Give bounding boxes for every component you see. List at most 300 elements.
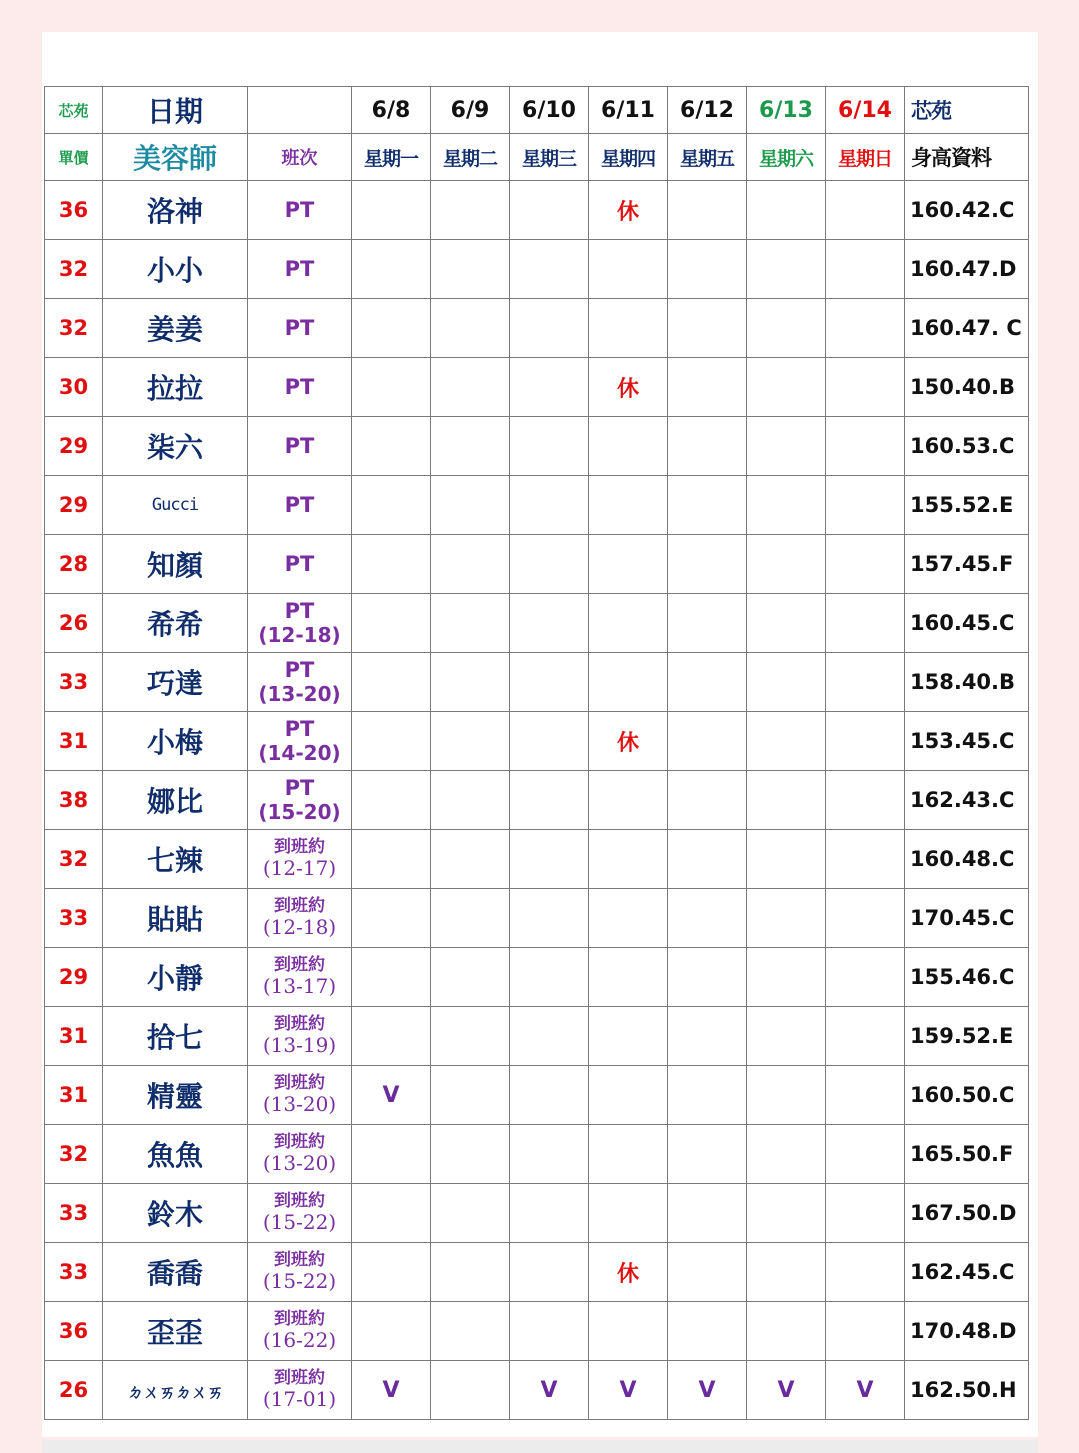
day-mark-cell — [431, 771, 510, 830]
price-cell: 32 — [45, 830, 103, 889]
day-mark-cell — [747, 889, 826, 948]
shift-cell — [248, 1361, 352, 1420]
day-mark-cell — [352, 948, 431, 1007]
shift-type: PT — [284, 551, 315, 576]
date-cell: 6/14 — [826, 87, 905, 134]
height-data-cell: 162.43.C — [905, 771, 1029, 830]
shift-hours: (17-01) — [262, 1387, 337, 1412]
weekday-cell: 星期四 — [589, 134, 668, 181]
day-mark-cell — [352, 358, 431, 417]
shift-cell — [248, 1302, 352, 1361]
day-mark-cell — [589, 299, 668, 358]
day-mark-cell — [352, 1302, 431, 1361]
shift-type: 到班約 — [274, 954, 325, 975]
table-row — [45, 830, 1029, 889]
shift-cell — [248, 535, 352, 594]
height-data-cell: 162.45.C — [905, 1243, 1029, 1302]
shift-type: PT — [284, 492, 315, 517]
beautician-name-cell: 小靜 — [103, 948, 248, 1007]
day-mark-cell — [431, 889, 510, 948]
shift-cell — [248, 712, 352, 771]
day-mark-cell — [589, 889, 668, 948]
day-mark-cell: V — [826, 1361, 905, 1420]
day-mark-cell — [510, 181, 589, 240]
height-data-cell: 165.50.F — [905, 1125, 1029, 1184]
shift-type: 到班約 — [274, 1308, 325, 1329]
day-mark-cell — [510, 1066, 589, 1125]
shift-hours: (13-19) — [262, 1033, 337, 1058]
day-mark-cell — [510, 1007, 589, 1066]
weekday-cell: 星期五 — [668, 134, 747, 181]
header-row-dates — [45, 87, 1029, 134]
header-row-weekdays — [45, 134, 1029, 181]
price-cell: 28 — [45, 535, 103, 594]
day-mark-cell — [352, 712, 431, 771]
height-data-cell: 160.48.C — [905, 830, 1029, 889]
day-mark-cell — [352, 1184, 431, 1243]
price-cell: 33 — [45, 1184, 103, 1243]
beautician-name-cell: Gucci — [103, 476, 248, 535]
day-mark-cell — [510, 1302, 589, 1361]
day-mark-cell — [826, 476, 905, 535]
day-mark-cell — [431, 594, 510, 653]
height-data-cell: 170.45.C — [905, 889, 1029, 948]
day-mark-cell: V — [510, 1361, 589, 1420]
height-data-cell: 155.46.C — [905, 948, 1029, 1007]
weekday-cell: 星期三 — [510, 134, 589, 181]
day-mark-cell — [352, 476, 431, 535]
shift-type: PT — [284, 599, 315, 624]
beautician-name-cell: ㄉㄨㄞㄉㄨㄞ — [103, 1361, 248, 1420]
shift-cell — [248, 181, 352, 240]
date-label-cell: 日期 — [103, 87, 248, 134]
day-mark-cell — [826, 830, 905, 889]
day-mark-cell — [431, 358, 510, 417]
shift-type: PT — [284, 374, 315, 399]
price-cell: 31 — [45, 1066, 103, 1125]
height-data-cell: 160.53.C — [905, 417, 1029, 476]
table-row — [45, 358, 1029, 417]
schedule-sheet — [42, 32, 1038, 1437]
day-mark-cell — [826, 712, 905, 771]
price-cell: 33 — [45, 653, 103, 712]
day-mark-cell — [352, 181, 431, 240]
day-mark-cell — [668, 1066, 747, 1125]
day-mark-cell: V — [747, 1361, 826, 1420]
day-mark-cell — [826, 1243, 905, 1302]
day-mark-cell — [826, 358, 905, 417]
price-cell: 33 — [45, 1243, 103, 1302]
shift-cell — [248, 1184, 352, 1243]
shift-type: 到班約 — [274, 1072, 325, 1093]
price-cell: 26 — [45, 594, 103, 653]
day-mark-cell — [510, 1243, 589, 1302]
table-row — [45, 771, 1029, 830]
day-mark-cell — [352, 594, 431, 653]
day-mark-cell — [431, 1184, 510, 1243]
day-mark-cell — [747, 712, 826, 771]
day-mark-cell: 休 — [589, 712, 668, 771]
day-mark-cell — [352, 1243, 431, 1302]
day-mark-cell — [747, 1007, 826, 1066]
shift-hours: (13-20) — [262, 1092, 337, 1117]
price-cell: 33 — [45, 889, 103, 948]
table-row — [45, 1302, 1029, 1361]
height-data-cell: 160.47. C — [905, 299, 1029, 358]
shift-type: 到班約 — [274, 895, 325, 916]
day-mark-cell — [510, 240, 589, 299]
day-mark-cell — [510, 594, 589, 653]
day-mark-cell — [747, 1125, 826, 1184]
day-mark-cell — [826, 181, 905, 240]
beautician-name-cell: 巧達 — [103, 653, 248, 712]
table-row — [45, 1184, 1029, 1243]
day-mark-cell — [431, 476, 510, 535]
price-cell: 26 — [45, 1361, 103, 1420]
day-mark-cell — [668, 1125, 747, 1184]
day-mark-cell — [510, 948, 589, 1007]
height-data-cell: 170.48.D — [905, 1302, 1029, 1361]
date-cell: 6/10 — [510, 87, 589, 134]
price-cell: 30 — [45, 358, 103, 417]
table-row — [45, 1125, 1029, 1184]
table-row — [45, 240, 1029, 299]
shift-type: 到班約 — [274, 1013, 325, 1034]
price-cell: 36 — [45, 1302, 103, 1361]
height-data-cell: 150.40.B — [905, 358, 1029, 417]
weekday-cell: 星期二 — [431, 134, 510, 181]
day-mark-cell — [668, 1007, 747, 1066]
shift-type: PT — [284, 658, 315, 683]
shift-type: 到班約 — [274, 1367, 325, 1388]
height-data-cell: 153.45.C — [905, 712, 1029, 771]
table-row — [45, 181, 1029, 240]
day-mark-cell — [747, 299, 826, 358]
shift-cell — [248, 771, 352, 830]
shift-hours: (13-17) — [262, 974, 337, 999]
day-mark-cell — [431, 240, 510, 299]
day-mark-cell — [826, 771, 905, 830]
day-mark-cell — [589, 830, 668, 889]
day-mark-cell — [747, 1302, 826, 1361]
day-mark-cell — [668, 476, 747, 535]
shift-type: 到班約 — [274, 1190, 325, 1211]
day-mark-cell — [510, 1184, 589, 1243]
day-mark-cell — [589, 1125, 668, 1184]
beautician-name-cell: 貼貼 — [103, 889, 248, 948]
shift-cell — [248, 1243, 352, 1302]
height-data-cell: 160.45.C — [905, 594, 1029, 653]
weekday-cell: 星期一 — [352, 134, 431, 181]
day-mark-cell — [352, 1007, 431, 1066]
shift-hours: (16-22) — [262, 1328, 337, 1353]
day-mark-cell — [826, 240, 905, 299]
table-row — [45, 594, 1029, 653]
beautician-name-cell: 希希 — [103, 594, 248, 653]
day-mark-cell — [352, 535, 431, 594]
shift-type: PT — [284, 717, 315, 742]
day-mark-cell — [747, 1184, 826, 1243]
day-mark-cell — [510, 712, 589, 771]
day-mark-cell — [352, 417, 431, 476]
shift-hours: (12-18) — [258, 622, 341, 647]
table-row — [45, 299, 1029, 358]
day-mark-cell: V — [668, 1361, 747, 1420]
day-mark-cell — [826, 948, 905, 1007]
schedule-table — [44, 86, 1029, 1420]
day-mark-cell — [352, 299, 431, 358]
shift-cell — [248, 594, 352, 653]
shift-type: PT — [284, 776, 315, 801]
day-mark-cell — [352, 240, 431, 299]
day-mark-cell — [589, 1302, 668, 1361]
day-mark-cell — [747, 240, 826, 299]
price-cell: 32 — [45, 240, 103, 299]
day-mark-cell — [589, 1007, 668, 1066]
day-mark-cell — [510, 653, 589, 712]
day-mark-cell — [589, 1184, 668, 1243]
beautician-name-cell: 魚魚 — [103, 1125, 248, 1184]
shift-type: 到班約 — [274, 836, 325, 857]
date-cell: 6/8 — [352, 87, 431, 134]
day-mark-cell — [826, 594, 905, 653]
brand-left-cell: 芯苑 — [45, 87, 103, 134]
day-mark-cell — [668, 712, 747, 771]
shift-cell — [248, 948, 352, 1007]
day-mark-cell — [510, 771, 589, 830]
day-mark-cell — [589, 948, 668, 1007]
price-cell: 32 — [45, 299, 103, 358]
shift-cell — [248, 417, 352, 476]
table-row — [45, 476, 1029, 535]
beautician-name-cell: 精靈 — [103, 1066, 248, 1125]
height-data-cell: 160.47.D — [905, 240, 1029, 299]
day-mark-cell — [668, 240, 747, 299]
day-mark-cell — [668, 771, 747, 830]
day-mark-cell — [826, 653, 905, 712]
day-mark-cell — [668, 889, 747, 948]
date-cell: 6/12 — [668, 87, 747, 134]
height-data-cell: 158.40.B — [905, 653, 1029, 712]
day-mark-cell — [431, 653, 510, 712]
shift-hours: (14-20) — [258, 740, 341, 765]
beautician-name-cell: 拾七 — [103, 1007, 248, 1066]
day-mark-cell — [589, 476, 668, 535]
shift-cell — [248, 240, 352, 299]
day-mark-cell: V — [352, 1066, 431, 1125]
day-mark-cell — [747, 948, 826, 1007]
price-cell: 29 — [45, 948, 103, 1007]
shift-cell — [248, 476, 352, 535]
shift-hours: (12-18) — [262, 915, 337, 940]
day-mark-cell — [668, 1243, 747, 1302]
date-cell: 6/11 — [589, 87, 668, 134]
day-mark-cell — [589, 535, 668, 594]
price-cell: 31 — [45, 1007, 103, 1066]
shift-type: PT — [284, 256, 315, 281]
day-mark-cell — [747, 771, 826, 830]
day-mark-cell — [431, 1243, 510, 1302]
day-mark-cell — [431, 1066, 510, 1125]
shift-hours: (15-22) — [262, 1269, 337, 1294]
day-mark-cell — [826, 1125, 905, 1184]
day-mark-cell — [826, 417, 905, 476]
shift-cell — [248, 299, 352, 358]
day-mark-cell — [589, 1066, 668, 1125]
height-data-cell: 162.50.H — [905, 1361, 1029, 1420]
shift-hours: (15-22) — [262, 1210, 337, 1235]
date-cell: 6/13 — [747, 87, 826, 134]
price-cell: 31 — [45, 712, 103, 771]
beautician-name-cell: 娜比 — [103, 771, 248, 830]
day-mark-cell — [431, 1125, 510, 1184]
day-mark-cell — [747, 358, 826, 417]
weekday-cell: 星期六 — [747, 134, 826, 181]
shift-hours: (13-20) — [258, 681, 341, 706]
day-mark-cell — [747, 594, 826, 653]
day-mark-cell — [826, 299, 905, 358]
day-mark-cell — [826, 1007, 905, 1066]
height-data-cell: 160.50.C — [905, 1066, 1029, 1125]
page-bottom-strip — [42, 1440, 1038, 1453]
table-row — [45, 1243, 1029, 1302]
day-mark-cell — [826, 1066, 905, 1125]
shift-cell — [248, 358, 352, 417]
shift-cell — [248, 1007, 352, 1066]
day-mark-cell — [510, 299, 589, 358]
day-mark-cell — [747, 535, 826, 594]
height-data-cell: 160.42.C — [905, 181, 1029, 240]
day-mark-cell — [668, 948, 747, 1007]
height-data-cell: 167.50.D — [905, 1184, 1029, 1243]
beautician-name-cell: 知顏 — [103, 535, 248, 594]
beautician-name-cell: 七辣 — [103, 830, 248, 889]
shift-cell — [248, 653, 352, 712]
table-row — [45, 417, 1029, 476]
beautician-name-cell: 小小 — [103, 240, 248, 299]
day-mark-cell: V — [589, 1361, 668, 1420]
day-mark-cell — [826, 535, 905, 594]
day-mark-cell — [668, 830, 747, 889]
day-mark-cell — [826, 1302, 905, 1361]
day-mark-cell — [668, 181, 747, 240]
day-mark-cell — [431, 417, 510, 476]
price-cell: 32 — [45, 1125, 103, 1184]
height-data-cell: 159.52.E — [905, 1007, 1029, 1066]
shift-type: PT — [284, 197, 315, 222]
beautician-name-cell: 歪歪 — [103, 1302, 248, 1361]
day-mark-cell — [510, 358, 589, 417]
shift-type: 到班約 — [274, 1249, 325, 1270]
day-mark-cell — [431, 1007, 510, 1066]
shift-hours: (13-20) — [262, 1151, 337, 1176]
table-row — [45, 1066, 1029, 1125]
day-mark-cell — [510, 417, 589, 476]
price-cell: 29 — [45, 476, 103, 535]
brand-right-cell: 芯苑 — [905, 87, 1029, 134]
day-mark-cell — [668, 594, 747, 653]
table-row — [45, 1007, 1029, 1066]
day-mark-cell — [431, 1361, 510, 1420]
shift-cell — [248, 1125, 352, 1184]
table-row — [45, 889, 1029, 948]
beautician-label-cell: 美容師 — [103, 134, 248, 181]
price-cell: 29 — [45, 417, 103, 476]
day-mark-cell — [668, 417, 747, 476]
day-mark-cell — [510, 476, 589, 535]
day-mark-cell — [431, 948, 510, 1007]
day-mark-cell — [431, 181, 510, 240]
day-mark-cell — [352, 771, 431, 830]
day-mark-cell — [747, 417, 826, 476]
day-mark-cell — [431, 830, 510, 889]
shift-label-cell: 班次 — [248, 134, 352, 181]
day-mark-cell — [352, 830, 431, 889]
beautician-name-cell: 姜姜 — [103, 299, 248, 358]
day-mark-cell — [747, 653, 826, 712]
day-mark-cell — [668, 1184, 747, 1243]
day-mark-cell — [589, 653, 668, 712]
day-mark-cell — [431, 1302, 510, 1361]
height-data-cell: 155.52.E — [905, 476, 1029, 535]
day-mark-cell — [510, 535, 589, 594]
price-cell: 36 — [45, 181, 103, 240]
day-mark-cell — [431, 535, 510, 594]
day-mark-cell: 休 — [589, 358, 668, 417]
day-mark-cell — [510, 889, 589, 948]
table-row — [45, 948, 1029, 1007]
date-cell: 6/9 — [431, 87, 510, 134]
price-label-cell: 單價 — [45, 134, 103, 181]
shift-cell — [248, 830, 352, 889]
day-mark-cell — [589, 417, 668, 476]
beautician-name-cell: 洛神 — [103, 181, 248, 240]
day-mark-cell — [589, 594, 668, 653]
price-cell: 38 — [45, 771, 103, 830]
table-row — [45, 535, 1029, 594]
day-mark-cell: V — [352, 1361, 431, 1420]
beautician-name-cell: 喬喬 — [103, 1243, 248, 1302]
shift-hours: (12-17) — [262, 856, 337, 881]
shift-type: PT — [284, 315, 315, 340]
beautician-name-cell: 柒六 — [103, 417, 248, 476]
height-data-cell: 157.45.F — [905, 535, 1029, 594]
day-mark-cell — [431, 299, 510, 358]
day-mark-cell — [431, 712, 510, 771]
empty-header-cell — [248, 87, 352, 134]
beautician-name-cell: 拉拉 — [103, 358, 248, 417]
day-mark-cell — [747, 1066, 826, 1125]
day-mark-cell — [510, 1125, 589, 1184]
table-row — [45, 1361, 1029, 1420]
beautician-name-cell: 小梅 — [103, 712, 248, 771]
table-row — [45, 712, 1029, 771]
day-mark-cell — [668, 299, 747, 358]
day-mark-cell — [668, 535, 747, 594]
day-mark-cell — [826, 889, 905, 948]
day-mark-cell — [747, 830, 826, 889]
height-label-cell: 身高資料 — [905, 134, 1029, 181]
day-mark-cell: 休 — [589, 1243, 668, 1302]
day-mark-cell — [352, 1125, 431, 1184]
day-mark-cell — [747, 1243, 826, 1302]
day-mark-cell — [668, 653, 747, 712]
day-mark-cell: 休 — [589, 181, 668, 240]
day-mark-cell — [510, 830, 589, 889]
day-mark-cell — [352, 889, 431, 948]
shift-type: 到班約 — [274, 1131, 325, 1152]
day-mark-cell — [668, 1302, 747, 1361]
